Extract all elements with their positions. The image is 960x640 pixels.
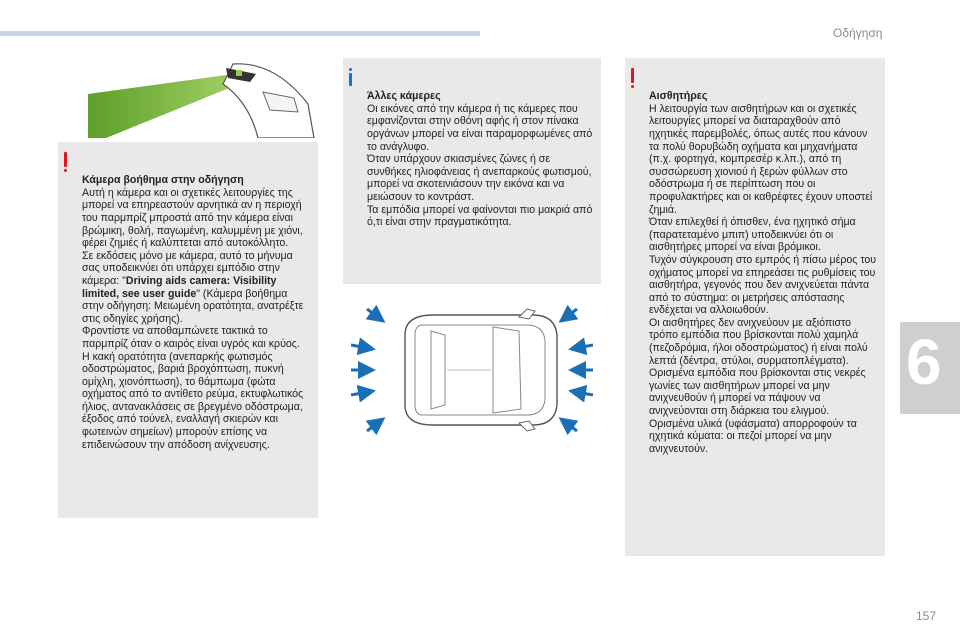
sensor-arrow-icon — [351, 345, 373, 349]
sensors-text-5: Ορισμένα εμπόδια που βρίσκονται στις νεκρές γωνίες των αισθητήρων μπορεί να μην ανιχνευθούν ή μπορεί να πάψουν να ανιχνεύονται στη διάρκεια του ελιγμού. — [649, 367, 869, 418]
warning-icon — [64, 152, 67, 167]
warning-icon — [631, 68, 634, 83]
sensor-arrow-icon — [561, 419, 577, 431]
sensors-text-4: Οι αισθητήρες δεν ανιχνεύουν με αξιόπιστο τρόπο εμπόδια που βρίσκονται πολύ χαμηλά (πεζοδρόμια, ήλοι οδοστρώματος) ή είναι πολύ λεπτά (δέντρα, στύλοι, συρματοπλέγματα). — [649, 316, 871, 367]
other-cameras-info-box — [343, 58, 601, 284]
section-title: Οδήγηση — [833, 26, 883, 40]
other-cameras-title: Άλλες κάμερες — [367, 90, 441, 103]
camera-message-text: Driving aids camera: Visibility limited, see user guide — [82, 274, 280, 300]
other-cameras-text-2: Όταν υπάρχουν σκιασμένες ζώνες ή σε συνθήκες ηλιοφάνειας ή ανεπαρκούς φωτισμού, μπορεί να σκοτεινιάσουν την εικόνα και να μειώσουν το κοντράστ. — [367, 153, 595, 203]
parking-sensors-illustration — [343, 295, 601, 445]
top-accent-bar — [0, 31, 480, 36]
other-cameras-text-3: Τα εμπόδια μπορεί να φαίνονται πιο μακριά από ό,τι είναι στην πραγματικότητα. — [367, 203, 596, 229]
sensor-arrow-icon — [571, 391, 593, 395]
camera-box-text-1: Αυτή η κάμερα και οι σχετικές λειτουργίες της μπορεί να επηρεαστούν αρνητικά αν η περιοχή του παρμπρίζ μπροστά από την κάμερα είναι βρώμικη, θολή, παγωμένη, καλυμμένη με χιόνι, φέρει ζημιές ή καλύπτεται από αυτοκόλλητο. — [82, 186, 306, 250]
camera-box-text-4: Η κακή ορατότητα (ανεπαρκής φωτισμός οδοστρώματος, βαριά βροχόπτωση, πυκνή ομίχλη, χιονόπτωση), το θάμπωμα (φώτα οχήματος από το αντίθετο ρεύμα, εκτυφλωτικός ήλιος, αντανακλάσεις σε βρεγμένο οδόστρωμα, έξοδος από τούνελ, εναλλαγή σκιερών και φωτεινών σημείων) μπορούν επίσης να επιδεινώσουν την απόδοση ανίχνευσης. — [82, 350, 307, 451]
camera-warning-box — [58, 142, 318, 518]
sensor-arrow-icon — [367, 419, 383, 431]
sensors-warning-box — [625, 58, 885, 556]
other-cameras-text-1: Οι εικόνες από την κάμερα ή τις κάμερες που εμφανίζονται στην οθόνη αφής ή στον πίνακα οργάνων μπορεί να είναι παραμορφωμένες από το ανάγλυφο. — [367, 102, 596, 153]
camera-box-text-2b: " (Κάμερα βοήθημα στην οδήγηση: Μειωμένη ορατότητα, ανατρέξτε στις οδηγίες χρήσης). — [82, 287, 307, 325]
info-icon — [349, 73, 352, 86]
camera-lens-icon — [236, 70, 242, 76]
page-number: 157 — [916, 609, 937, 623]
windscreen-camera-illustration — [58, 58, 318, 138]
sensor-arrow-icon — [351, 391, 373, 395]
sensor-arrow-icon — [571, 345, 593, 349]
camera-box-text-3: Φροντίστε να αποθαμπώνετε τακτικά το παρμπρίζ όταν ο καιρός είναι υγρός και κρύος. — [82, 325, 300, 350]
car-top-view — [405, 309, 557, 431]
sensor-arrow-icon — [367, 309, 383, 321]
camera-box-title: Κάμερα βοήθημα στην οδήγηση — [82, 174, 244, 187]
sensors-text-6: Ορισμένα υλικά (υφάσματα) απορροφούν τα ηχητικά κύματα: οι πεζοί μπορεί να μην ανιχνευτούν. — [649, 417, 860, 455]
camera-box-text-2a: Σε εκδόσεις μόνο με κάμερα, αυτό το μήνυμα σας υποδεικνύει ότι υπάρχει εμπόδιο στην κάμερα: " — [82, 249, 296, 287]
sensor-arrow-icon — [561, 309, 577, 321]
sensors-title: Αισθητήρες — [649, 90, 708, 103]
chapter-number: 6 — [906, 326, 942, 398]
sensors-text-2: Όταν επιλεχθεί ή όπισθεν, ένα ηχητικό σήμα (παρατεταμένο μπιπ) υποδεικνύει ότι οι αισθητήρες μπορεί να είναι βρόμικοι. — [649, 216, 859, 254]
sensors-text-1: Η λειτουργία των αισθητήρων και οι σχετικές λειτουργίες μπορεί να διαταραχθούν από ηχητικές παρεμβολές, όπως αυτές που κάνουν τα πολύ θορυβώδη οχήματα και μηχανήματα (π.χ. φορτηγά, κομπρεσέρ κ.λπ.), από τη συσσώρευση χιονιού ή ξερών φύλλων στο οδόστρωμα ή σε περίπτωση που οι προφυλακτήρες και οι καθρέφτες έχουν υποστεί ζημιά. — [649, 102, 876, 216]
sensors-text-3: Τυχόν σύγκρουση στο εμπρός ή πίσω μέρος του οχήματος μπορεί να επηρεάσει τις ρυθμίσεις του αισθητήρα, γεγονός που δεν ανιχνεύεται πάντα από το σύστημα: οι μετρήσεις απόστασης ενδέχεται να αλλοιωθούν. — [649, 253, 879, 317]
